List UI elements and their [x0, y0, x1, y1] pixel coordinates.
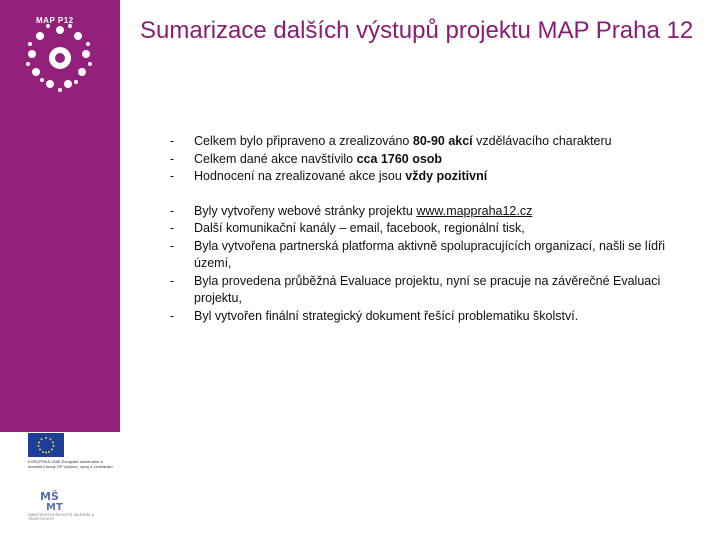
text-segment: Celkem bylo připraveno a zrealizováno [194, 134, 413, 148]
list-item: - Celkem dané akce navštívilo cca 1760 osob [170, 151, 443, 166]
text-segment: Byl vytvořen finální strategický dokument řešící problematiku školství. [194, 308, 579, 323]
website-link[interactable]: www.mappraha12.cz [416, 203, 533, 218]
text-segment: Byly vytvořeny webové stránky projektu [194, 203, 417, 218]
sidebar-band [0, 0, 120, 432]
text-segment: Hodnocení na zrealizované akce jsou [194, 169, 406, 183]
text-segment: Celkem dané akce navštívilo [194, 151, 357, 166]
bullet-text [194, 134, 612, 148]
list-item: - Další komunikační kanály – email, facebook, regionální tisk, [170, 221, 525, 235]
logo-text: MAP P12 [36, 16, 74, 25]
text-segment: Byla vytvořena partnerská platforma aktivně spolupracujících organizací, našli se lídři území, [194, 238, 666, 270]
text-segment: Další komunikační kanály – email, facebook, regionální tisk, [194, 221, 525, 235]
eu-flag-icon [28, 433, 64, 457]
bold-text: 80-90 akcí [412, 134, 473, 148]
list-item: - Celkem bylo připraveno a zrealizováno 80-90 akcí vzdělávacího charakteru [170, 134, 612, 148]
bullet-text [194, 239, 665, 271]
bullet-text [194, 152, 442, 166]
bullet-text [194, 169, 487, 183]
bold-text: vždy pozitivní [405, 169, 488, 183]
bullet-text [194, 309, 578, 323]
text-segment: vzdělávacího charakteru [472, 134, 612, 148]
sidebar [0, 0, 120, 540]
list-gap [170, 186, 700, 203]
list-item: - Byla provedena průběžná Evaluace projektu, nyní se pracuje na závěrečné Evaluaci projektu, [170, 273, 661, 305]
bullet-list [170, 133, 700, 325]
bullet-text [194, 204, 532, 218]
eu-caption: EVROPSKÁ UNIE Evropské strukturální a investiční fondy OP Výzkum, vývoj a vzdělávání [28, 459, 113, 469]
svg-text:MT: MT [46, 502, 63, 512]
msmt-caption: MINISTERSTVO ŠKOLSTVÍ, MLÁDEŽE A TĚLOVÝCHOVY [28, 513, 94, 521]
text-segment: Byla provedena průběžná Evaluace projektu, nyní se pracuje na závěrečné Evaluaci projektu, [194, 273, 661, 305]
eu-logo-block [28, 433, 118, 523]
list-item: - Byly vytvořeny webové stránky projektu www.mappraha12.cz [170, 203, 533, 218]
list-item: - Hodnocení na zrealizované akce jsou vždy pozitivní [170, 169, 488, 183]
bold-text: cca 1760 osob [356, 151, 443, 166]
list-item: - Byla vytvořena partnerská platforma aktivně spolupracujících organizací, našli se lídři území, [170, 238, 666, 270]
svg-text:MŠ: MŠ [40, 490, 59, 503]
msmt-logo-icon [38, 488, 74, 512]
bullet-text [194, 221, 525, 235]
list-item: - Byl vytvořen finální strategický dokument řešící problematiku školství. [170, 308, 579, 323]
map-p12-logo [18, 14, 102, 98]
page-title: Sumarizace dalších výstupů projektu MAP Praha 12 [140, 17, 694, 44]
bullet-text [194, 274, 660, 306]
